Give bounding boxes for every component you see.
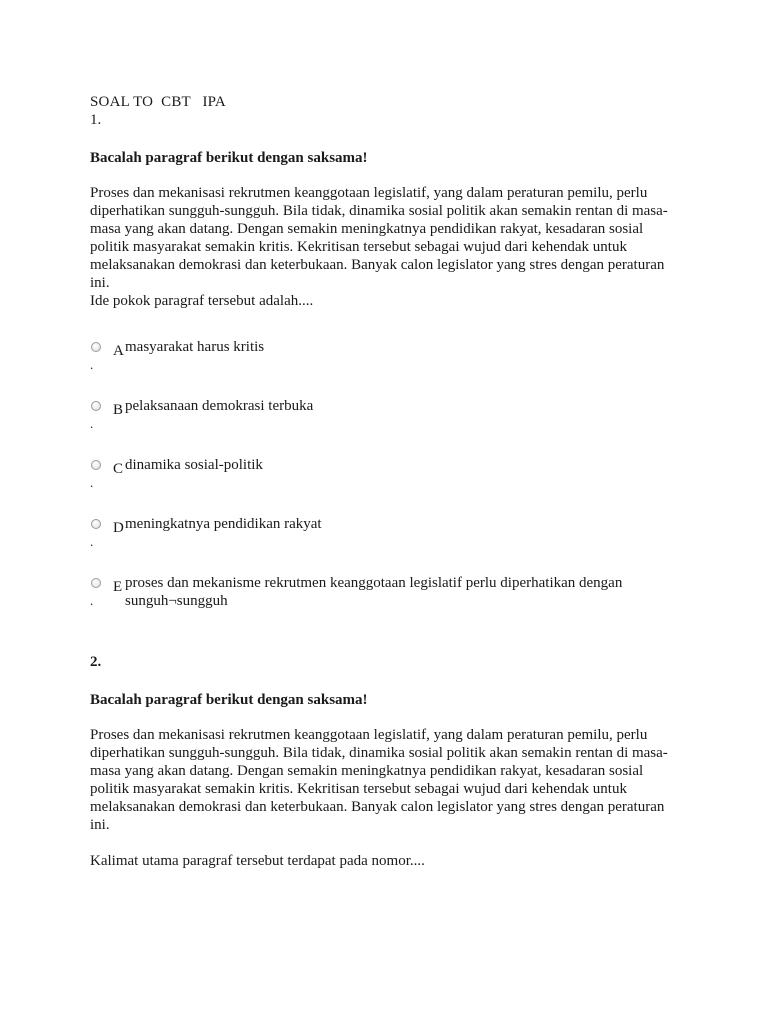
option-dot: . — [90, 534, 94, 549]
question-2 — [90, 653, 680, 870]
question-passage: Proses dan mekanisasi rekrutmen keanggotaan legislatif, yang dalam peraturan pemilu, perlu diperhatikan sungguh-sungguh. Bila tidak, dinamika sosial politik akan semakin rentan di masa-masa yang akan datang. Dengan semakin meningkatnya pendidikan rakyat, kesadaran sosial politik masyarakat semakin kritis. Kekritisan tersebut sebagai wujud dari kehendak untuk melaksanakan demokrasi dan keterbukaan. Banyak calon legislator yang stres dengan peraturan ini. — [90, 727, 668, 833]
question-number: 1. — [90, 112, 102, 128]
document-title: SOAL TO CBT IPA — [90, 94, 226, 110]
option-text: dinamika sosial-politik — [125, 457, 263, 473]
question-1 — [90, 111, 680, 653]
radio-button-icon[interactable] — [91, 460, 101, 470]
option-letter: D — [113, 520, 124, 536]
option-d[interactable] — [90, 515, 680, 574]
option-dot: . — [90, 475, 94, 490]
document-page — [90, 93, 680, 870]
answer-options — [90, 338, 680, 653]
option-dot: . — [90, 357, 94, 372]
radio-button-icon[interactable] — [91, 401, 101, 411]
question-instruction: Bacalah paragraf berikut dengan saksama! — [90, 692, 368, 708]
option-b[interactable] — [90, 397, 680, 456]
option-letter: A — [113, 343, 124, 359]
option-e[interactable] — [90, 574, 680, 653]
question-number: 2. — [90, 654, 102, 670]
option-text: proses dan mekanisme rekrutmen keanggotaan legislatif perlu diperhatikan dengan sunguh¬sungguh — [125, 575, 623, 609]
question-prompt: Kalimat utama paragraf tersebut terdapat pada nomor.... — [90, 853, 425, 869]
option-text: masyarakat harus kritis — [125, 339, 265, 355]
question-instruction: Bacalah paragraf berikut dengan saksama! — [90, 150, 368, 166]
radio-button-icon[interactable] — [91, 578, 101, 588]
option-dot: . — [90, 416, 94, 431]
option-text: meningkatnya pendidikan rakyat — [125, 516, 322, 532]
option-dot: . — [90, 593, 94, 608]
radio-button-icon[interactable] — [91, 519, 101, 529]
option-text: pelaksanaan demokrasi terbuka — [125, 398, 314, 414]
option-letter: B — [113, 402, 124, 418]
question-passage: Proses dan mekanisasi rekrutmen keanggotaan legislatif, yang dalam peraturan pemilu, perlu diperhatikan sungguh-sungguh. Bila tidak, dinamika sosial politik akan semakin rentan di masa-masa yang akan datang. Dengan semakin meningkatnya pendidikan rakyat, kesadaran sosial politik masyarakat semakin kritis. Kekritisan tersebut sebagai wujud dari kehendak untuk melaksanakan demokrasi dan keterbukaan. Banyak calon legislator yang stres dengan peraturan ini. — [90, 185, 668, 291]
option-c[interactable] — [90, 456, 680, 515]
radio-button-icon[interactable] — [91, 342, 101, 352]
option-letter: E — [113, 579, 123, 595]
option-letter: C — [113, 461, 124, 477]
question-prompt: Ide pokok paragraf tersebut adalah.... — [90, 293, 314, 309]
option-a[interactable] — [90, 338, 680, 397]
